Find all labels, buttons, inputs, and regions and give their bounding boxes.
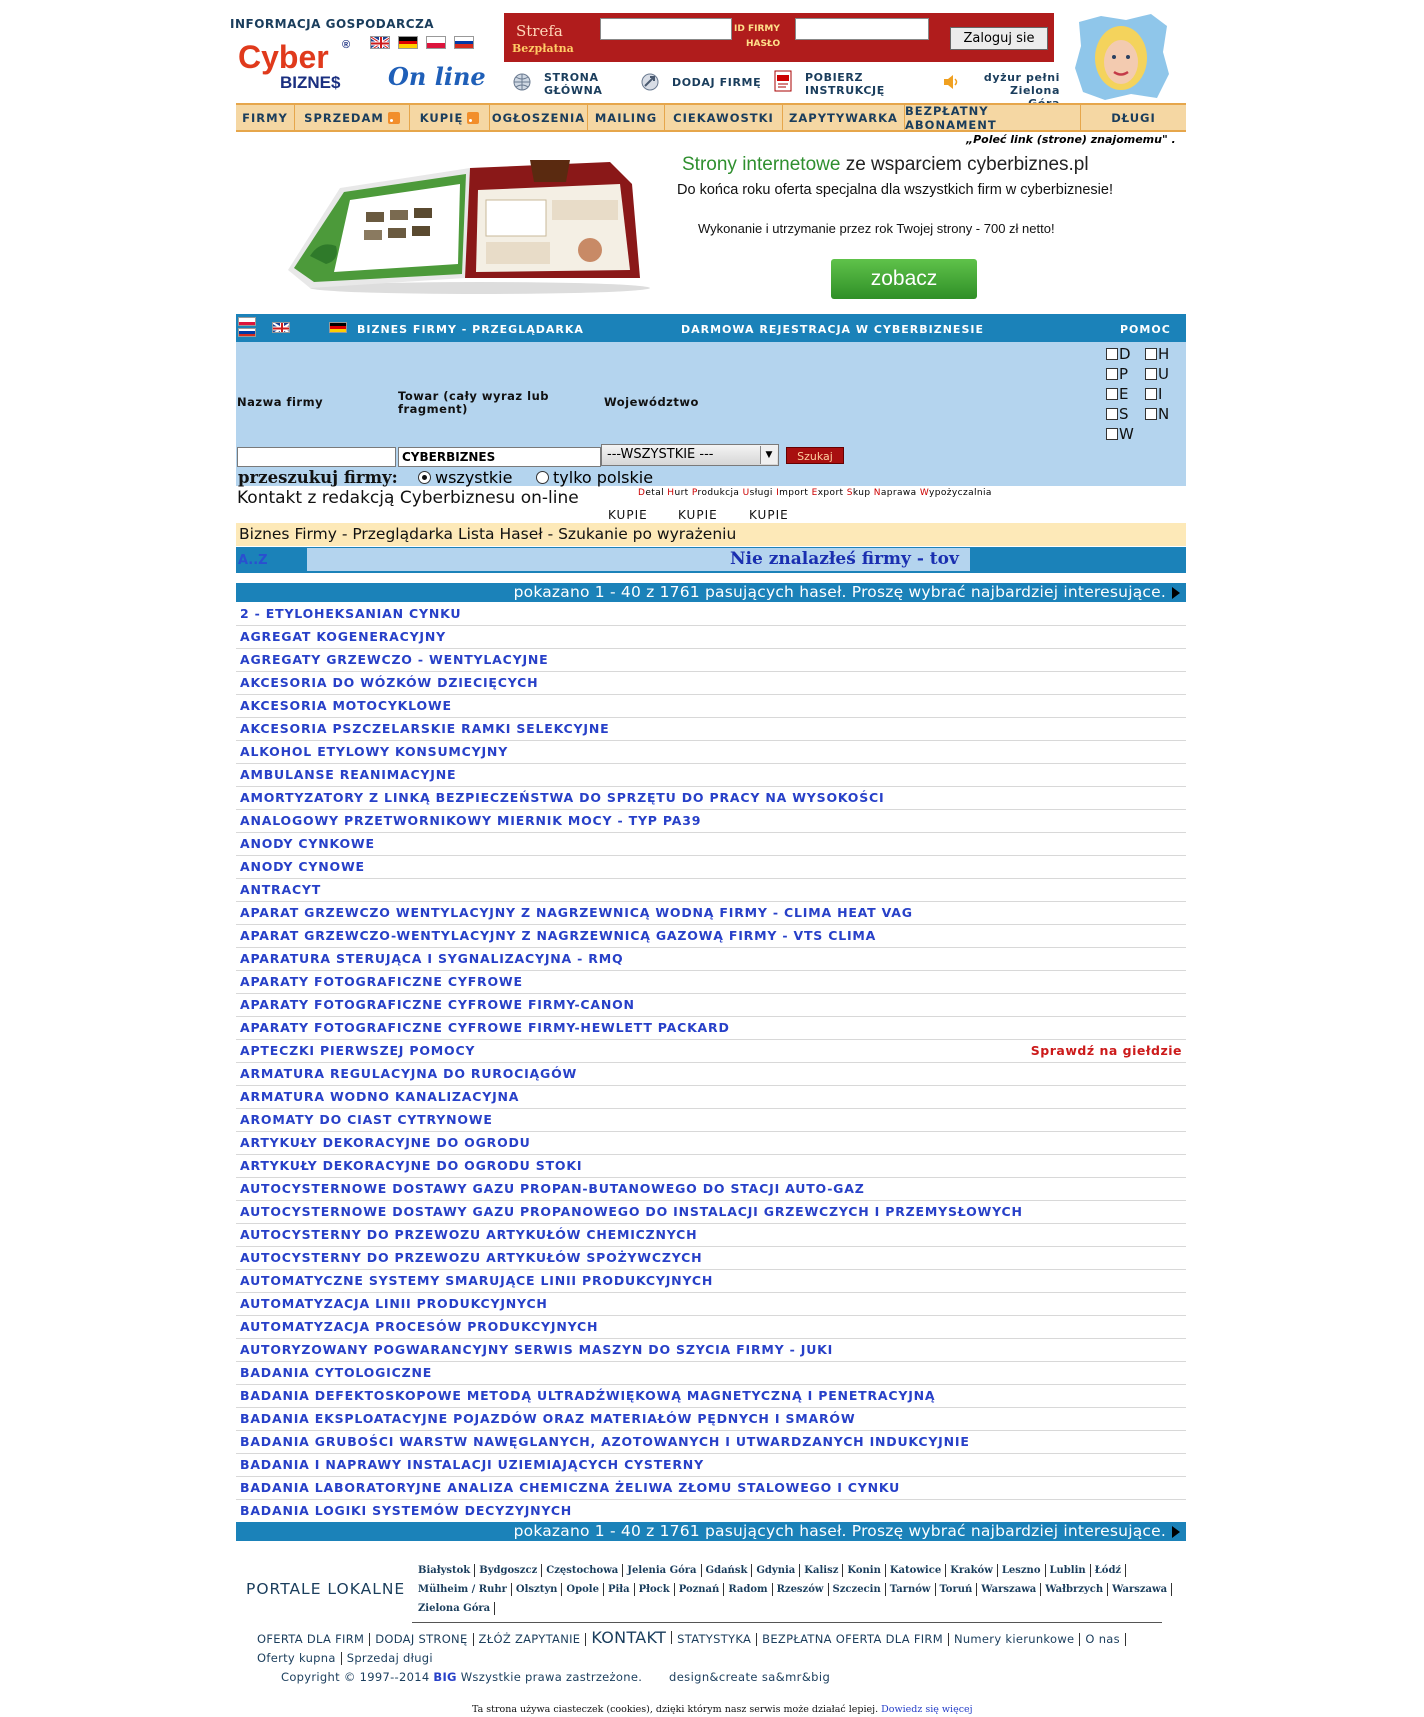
password-input[interactable] [795, 18, 929, 40]
table-row [236, 971, 1186, 994]
checkbox-n[interactable] [1145, 405, 1169, 423]
keyword-link[interactable]: APARAT GRZEWCZO WENTYLACYJNY Z NAGRZEWNICĄ WODNĄ FIRMY - CLIMA HEAT VAG [240, 905, 913, 920]
keyword-link[interactable]: 2 - ETYLOHEKSANIAN CYNKU [240, 606, 462, 621]
check-exchange-link[interactable]: Sprawdź na giełdzie [1030, 1043, 1182, 1058]
checkbox-p[interactable] [1106, 365, 1128, 383]
table-row [236, 1155, 1186, 1178]
keyword-link[interactable]: ANTRACYT [240, 882, 322, 897]
keyword-link[interactable]: APARAT GRZEWCZO-WENTYLACYJNY Z NAGRZEWNICĄ GAZOWĄ FIRMY - VTS CLIMA [240, 928, 877, 943]
city-link[interactable]: Tarnów [886, 1583, 936, 1596]
company-name-label: Nazwa firmy [237, 395, 324, 409]
type-rest: etal [645, 488, 665, 498]
keyword-link[interactable]: ARMATURA REGULACYJNA DO RUROCIĄGÓW [240, 1066, 578, 1081]
download-line1: POBIERZ [805, 71, 864, 84]
footer-link[interactable]: ZŁÓŻ ZAPYTANIE [474, 1633, 587, 1646]
checkbox-w-label: W [1119, 425, 1134, 443]
region-select[interactable]: ---WSZYSTKIE --- [601, 444, 779, 466]
checkbox-d[interactable] [1106, 345, 1131, 363]
keyword-link[interactable]: AKCESORIA DO WÓZKÓW DZIECIĘCYCH [240, 675, 539, 690]
footer-link[interactable]: OFERTA DLA FIRM [252, 1633, 370, 1646]
checkbox-box[interactable] [1106, 348, 1118, 360]
russia-flag-icon[interactable] [454, 36, 474, 49]
home-link[interactable] [544, 71, 603, 97]
product-label-line2: fragment) [398, 402, 468, 416]
table-row [236, 695, 1186, 718]
local-portals-title: PORTALE LOKALNE [246, 1580, 406, 1598]
city-link[interactable]: Białystok [414, 1564, 475, 1577]
rss-icon[interactable] [467, 112, 479, 124]
nav-ogloszenia[interactable] [490, 105, 588, 130]
results-count-bar-bottom [236, 1522, 1186, 1541]
nav-mailing[interactable] [588, 105, 665, 130]
keyword-link[interactable]: AUTORYZOWANY POGWARANCYJNY SERWIS MASZYN DO SZYCIA FIRMY - JUKI [240, 1342, 834, 1357]
table-row [236, 1224, 1186, 1247]
footer-link[interactable]: Numery kierunkowe [949, 1633, 1080, 1646]
table-row [236, 1063, 1186, 1086]
login-subtitle: Bezpłatna [512, 42, 574, 55]
help-link[interactable]: POMOC [1120, 323, 1171, 336]
checkbox-n-label: N [1158, 405, 1170, 423]
footer-link[interactable]: DODAJ STRONĘ [370, 1633, 473, 1646]
city-link[interactable]: Bydgoszcz [475, 1564, 542, 1577]
banner-title-highlight: Strony internetowe [682, 154, 841, 175]
type-initial: W [919, 488, 929, 498]
cookie-more-link[interactable]: Dowiedz się więcej [881, 1704, 973, 1715]
login-button[interactable]: Zaloguj sie [950, 27, 1048, 50]
table-row [236, 718, 1186, 741]
keyword-link[interactable]: APARATY FOTOGRAFICZNE CYFROWE FIRMY-HEWLETT PACKARD [240, 1020, 730, 1035]
table-row [236, 1270, 1186, 1293]
search-button[interactable]: Szukaj [786, 447, 844, 464]
type-initial: U [742, 488, 750, 498]
scrolling-notice[interactable] [307, 548, 970, 571]
checkbox-box[interactable] [1145, 408, 1157, 420]
table-row [236, 764, 1186, 787]
product-label-line1: Towar (cały wyraz lub [398, 389, 549, 403]
table-row [236, 902, 1186, 925]
duty-line1: dyżur pełni [983, 71, 1060, 84]
type-initial: H [667, 488, 675, 498]
poland-flag-icon[interactable] [426, 36, 446, 49]
germany-flag-icon[interactable] [329, 322, 347, 333]
banner-offer: Wykonanie i utrzymanie przez rok Twojej strony - 700 zł netto! [698, 221, 1055, 236]
keyword-link[interactable]: AKCESORIA PSZCZELARSKIE RAMKI SELEKCYJNE [240, 721, 610, 736]
keyword-link[interactable]: BADANIA EKSPLOATACYJNE POJAZDÓW ORAZ MATERIAŁÓW PĘDNYCH I SMARÓW [240, 1411, 856, 1426]
keyword-link[interactable]: ANODY CYNOWE [240, 859, 365, 874]
table-row [236, 1247, 1186, 1270]
nav-firmy-label: FIRMY [242, 110, 288, 125]
type-rest: urt [674, 488, 689, 498]
nav-bezplatny-abonament[interactable] [905, 105, 1081, 130]
poland-flag-icon[interactable] [238, 317, 256, 326]
company-id-label: ID FIRMY [734, 24, 780, 34]
table-row [236, 810, 1186, 833]
table-row [236, 741, 1186, 764]
table-row [236, 649, 1186, 672]
nav-mailing-label: MAILING [594, 110, 658, 125]
city-link[interactable]: Warszawa [977, 1583, 1041, 1596]
table-row [236, 787, 1186, 810]
table-row [236, 1362, 1186, 1385]
radio-selected[interactable] [418, 471, 431, 484]
footer-link[interactable]: BEZPŁATNA OFERTA DLA FIRM [757, 1633, 949, 1646]
table-row [236, 1132, 1186, 1155]
scope-polish-radio[interactable] [536, 468, 653, 487]
website-offer-brochure-image[interactable] [280, 160, 660, 295]
checkbox-d-label: D [1119, 345, 1131, 363]
home-link-line2: GŁÓWNA [544, 84, 603, 97]
keyword-link[interactable]: BADANIA I NAPRAWY INSTALACJI UZIEMIAJĄCYCH CYSTERNY [240, 1457, 704, 1472]
table-row [236, 1477, 1186, 1500]
city-link[interactable]: Toruń [936, 1583, 978, 1596]
footer-link[interactable]: O nas [1080, 1633, 1126, 1646]
table-row [236, 626, 1186, 649]
keyword-link[interactable]: ARTYKUŁY DEKORACYJNE DO OGRODU [240, 1135, 531, 1150]
type-initial: P [691, 488, 698, 498]
keyword-link[interactable]: AUTOCYSTERNOWE DOSTAWY GAZU PROPANOWEGO DO INSTALACJI GRZEWCZYCH I PRZEMYSŁOWYCH [240, 1204, 1023, 1219]
keyword-link[interactable]: APARATY FOTOGRAFICZNE CYFROWE FIRMY-CANON [240, 997, 635, 1012]
copyright [281, 1670, 642, 1684]
radio-unselected[interactable] [536, 471, 549, 484]
business-type-legend [638, 488, 992, 498]
city-link[interactable]: Wałbrzych [1041, 1583, 1108, 1596]
nav-kupie-label: KUPIĘ [419, 110, 464, 125]
checkbox-h[interactable] [1145, 345, 1169, 363]
uk-flag-icon[interactable] [272, 322, 290, 333]
table-row [236, 1316, 1186, 1339]
checkbox-box[interactable] [1145, 388, 1157, 400]
checkbox-u[interactable] [1145, 365, 1169, 383]
table-row [236, 856, 1186, 879]
nav-dlugi-label: DŁUGI [1111, 110, 1156, 125]
results-count-text: pokazano 1 - 40 z 1761 pasujących haseł. Proszę wybrać najbardziej interesujące. [513, 583, 1166, 601]
keyword-link[interactable]: AGREGATY GRZEWCZO - WENTYLACYJNE [240, 652, 549, 667]
copyright-post: Wszystkie prawa zastrzeżone. [460, 1670, 643, 1684]
checkbox-u-label: U [1158, 365, 1169, 383]
contact-editors-link[interactable]: Kontakt z redakcją Cyberbiznesu on-line [237, 488, 579, 508]
duty-line2: Zielona [1010, 84, 1060, 97]
pdf-icon[interactable] [774, 70, 792, 92]
product-label [398, 390, 549, 416]
nav-sprzedam-label: SPRZEDAM [304, 110, 384, 125]
table-row [236, 1293, 1186, 1316]
keyword-link[interactable]: AUTOMATYZACJA PROCESÓW PRODUKCYJNYCH [240, 1319, 599, 1334]
breadcrumb: Biznes Firmy - Przeglądarka Lista Haseł - Szukanie po wyrażeniu [236, 523, 1186, 546]
checkbox-i-label: I [1158, 385, 1163, 403]
nav-zapytywarka[interactable] [783, 105, 905, 130]
keyword-link[interactable]: APARATY FOTOGRAFICZNE CYFROWE [240, 974, 523, 989]
table-row [236, 833, 1186, 856]
city-link[interactable]: Radom [724, 1583, 772, 1596]
keyword-link[interactable]: ANALOGOWY PRZETWORNIKOWY MIERNIK MOCY - TYP PA39 [240, 813, 702, 828]
download-line2: INSTRUKCJĘ [805, 84, 885, 97]
logo-text-bottom: BIZNE$ [280, 73, 341, 92]
logo-registered-mark: ® [342, 39, 351, 51]
cookie-notice [472, 1704, 973, 1715]
nav-sprzedam[interactable] [295, 105, 410, 130]
city-link[interactable]: Płock [635, 1583, 675, 1596]
checkbox-s[interactable] [1106, 405, 1129, 423]
city-link[interactable]: Gdynia [752, 1564, 800, 1577]
keyword-link[interactable]: AGREGAT KOGENERACYJNY [240, 629, 446, 644]
city-link[interactable]: Jelenia Góra [623, 1564, 701, 1577]
nav-ogloszenia-label: OGŁOSZENIA [491, 110, 586, 125]
city-link[interactable]: Poznań [675, 1583, 725, 1596]
city-link[interactable]: Piła [604, 1583, 635, 1596]
city-link[interactable]: Leszno [998, 1564, 1046, 1577]
nav-ciekawostki-label: CIEKAWOSTKI [673, 110, 774, 125]
table-row [236, 1500, 1186, 1523]
nav-ciekawostki[interactable] [665, 105, 783, 130]
checkbox-s-label: S [1119, 405, 1129, 423]
rss-icon[interactable] [388, 112, 400, 124]
keyword-link[interactable]: AUTOCYSTERNY DO PRZEWOZU ARTYKUŁÓW CHEMICZNYCH [240, 1227, 698, 1242]
table-row [236, 672, 1186, 695]
city-link[interactable]: Lublin [1046, 1564, 1091, 1577]
region-label: Województwo [604, 395, 699, 409]
chevron-down-icon[interactable]: ▼ [760, 446, 777, 464]
table-row [236, 1178, 1186, 1201]
table-row [236, 925, 1186, 948]
keyword-link[interactable]: APTECZKI PIERWSZEJ POMOCY [240, 1043, 476, 1058]
keyword-link[interactable]: AROMATY DO CIAST CYTRYNOWE [240, 1112, 493, 1127]
type-rest: xport [817, 488, 844, 498]
footer-link[interactable]: Oferty kupna [252, 1652, 342, 1665]
type-initial: N [873, 488, 881, 498]
table-row [236, 994, 1186, 1017]
checkbox-box[interactable] [1145, 348, 1157, 360]
checkbox-box[interactable] [1106, 388, 1118, 400]
free-registration-link[interactable]: DARMOWA REJESTRACJA W CYBERBIZNESIE [681, 323, 984, 336]
results-count-bar-top [236, 583, 1186, 602]
keyword-link[interactable]: AMBULANSE REANIMACYJNE [240, 767, 457, 782]
city-link[interactable]: Warszawa [1108, 1583, 1172, 1596]
keyword-list [236, 603, 1186, 1523]
search-scope-label: przeszukuj firmy: [238, 468, 398, 487]
russia-flag-icon[interactable] [238, 328, 256, 337]
table-row [236, 1086, 1186, 1109]
nav-zapytywarka-label: ZAPYTYWARKA [789, 110, 898, 125]
table-row [236, 879, 1186, 902]
keyword-link[interactable]: BADANIA LABORATORYJNE ANALIZA CHEMICZNA ŻELIWA ZŁOMU STALOWEGO I CYNKU [240, 1480, 901, 1495]
city-link[interactable]: Rzeszów [773, 1583, 829, 1596]
recommend-link[interactable]: „Poleć link (strone) znajomemu" . [966, 133, 1176, 146]
table-row [236, 1408, 1186, 1431]
nav-dlugi[interactable] [1081, 105, 1186, 130]
table-row [236, 1201, 1186, 1224]
city-link[interactable]: Mülheim / Ruhr [414, 1583, 512, 1596]
login-title: Strefa [516, 22, 563, 40]
kupie-link[interactable]: KUPIE [749, 508, 789, 522]
password-label: HASŁO [746, 39, 781, 49]
banner-title [682, 154, 1089, 176]
keyword-link[interactable]: BADANIA DEFEKTOSKOPOWE METODĄ ULTRADŹWIĘKOWĄ MAGNETYCZNĄ I PENETRACYJNĄ [240, 1388, 936, 1403]
type-initial: I [776, 488, 780, 498]
az-index-link[interactable]: A..Z [238, 553, 268, 568]
nav-abonament-label: BEZPŁATNY ABONAMENT [905, 103, 997, 132]
checkbox-box[interactable] [1145, 368, 1157, 380]
consultant-avatar [1071, 12, 1171, 102]
city-link[interactable]: Zielona Góra [414, 1602, 495, 1615]
banner-subtitle: Do końca roku oferta specjalna dla wszystkich firm w cyberbiznesie! [677, 182, 1113, 198]
type-rest: ypożyczalnia [929, 488, 992, 498]
city-link[interactable]: Częstochowa [542, 1564, 623, 1577]
copyright-brand: BIG [433, 1670, 457, 1684]
table-row [236, 1339, 1186, 1362]
checkbox-i[interactable] [1145, 385, 1162, 403]
next-arrow-icon[interactable] [1172, 587, 1180, 599]
checkbox-box[interactable] [1106, 368, 1118, 380]
keyword-link[interactable]: AUTOMATYCZNE SYSTEMY SMARUJĄCE LINII PRODUKCYJNYCH [240, 1273, 714, 1288]
checkbox-e[interactable] [1106, 385, 1128, 403]
footer-link[interactable]: Sprzedaj długi [346, 1651, 433, 1665]
product-input[interactable]: CYBERBIZNES [398, 447, 601, 467]
speaker-icon[interactable] [942, 74, 960, 90]
kupie-link[interactable]: KUPIE [608, 508, 648, 522]
city-link[interactable]: Gdańsk [702, 1564, 753, 1577]
scrolling-notice-text: Nie znalazłeś firmy - tov [730, 549, 959, 569]
type-rest: mport [779, 488, 809, 498]
keyword-link[interactable]: AKCESORIA MOTOCYKLOWE [240, 698, 452, 713]
cyberbiznes-logo[interactable] [236, 34, 356, 94]
uk-flag-icon[interactable] [370, 36, 390, 49]
local-portals-list [414, 1561, 1188, 1618]
footer-divider [412, 1622, 1162, 1623]
next-arrow-icon[interactable] [1172, 1526, 1180, 1538]
city-link[interactable]: Konin [843, 1564, 885, 1577]
checkbox-box[interactable] [1106, 428, 1118, 440]
checkbox-e-label: E [1119, 385, 1129, 403]
scope-polish-label: tylko polskie [553, 468, 654, 487]
checkbox-p-label: P [1119, 365, 1129, 383]
city-link[interactable]: Olsztyn [512, 1583, 563, 1596]
type-rest: sługi [749, 488, 773, 498]
type-initial: S [846, 488, 853, 498]
globe-icon[interactable] [512, 72, 532, 92]
table-row [236, 603, 1186, 626]
keyword-link[interactable]: AUTOCYSTERNY DO PRZEWOZU ARTYKUŁÓW SPOŻYWCZYCH [240, 1250, 703, 1265]
table-row [236, 1454, 1186, 1477]
scope-all-label: wszystkie [435, 468, 513, 487]
company-id-input[interactable] [600, 18, 732, 40]
brand-caption: INFORMACJA GOSPODARCZA [230, 17, 435, 31]
city-link[interactable]: Katowice [886, 1564, 946, 1577]
keyword-link[interactable]: ANODY CYNKOWE [240, 836, 375, 851]
nav-firmy[interactable] [236, 105, 295, 130]
keyword-link[interactable]: BADANIA CYTOLOGICZNE [240, 1365, 433, 1380]
keyword-link[interactable]: AUTOMATYZACJA LINII PRODUKCYJNYCH [240, 1296, 548, 1311]
table-row [236, 1431, 1186, 1454]
copyright-pre: Copyright © 1997--2014 [281, 1670, 430, 1684]
keyword-link[interactable]: BADANIA GRUBOŚCI WARSTW NAWĘGLANYCH, AZOTOWANYCH I UTWARDZANYCH INDUKCYJNIE [240, 1434, 970, 1449]
type-initial: E [811, 488, 818, 498]
footer-links [252, 1630, 1192, 1668]
panel-flags-left [238, 317, 256, 337]
table-row [236, 1109, 1186, 1132]
main-nav [236, 103, 1186, 132]
nav-kupie[interactable] [410, 105, 490, 130]
add-company-link[interactable]: DODAJ FIRMĘ [672, 76, 762, 89]
type-rest: aprawa [880, 488, 917, 498]
keyword-link[interactable]: AUTOCYSTERNOWE DOSTAWY GAZU PROPAN-BUTANOWEGO DO STACJI AUTO-GAZ [240, 1181, 865, 1196]
keyword-link[interactable]: ARMATURA WODNO KANALIZACYJNA [240, 1089, 520, 1104]
download-instructions-link[interactable] [805, 71, 885, 97]
footer-link[interactable]: KONTAKT [586, 1631, 672, 1644]
cookie-text: Ta strona używa ciasteczek (cookies), dzięki którym nasz serwis może działać lepiej. [472, 1704, 879, 1715]
table-row [236, 1017, 1186, 1040]
table-row [236, 948, 1186, 971]
keyword-link[interactable]: AMORTYZATORY Z LINKĄ BEZPIECZEŃSTWA DO SPRZĘTU DO PRACY NA WYSOKOŚCI [240, 790, 885, 805]
add-company-icon[interactable] [640, 72, 660, 92]
footer-link[interactable]: STATYSTYKA [672, 1633, 757, 1646]
germany-flag-icon[interactable] [398, 36, 418, 49]
scope-all-radio[interactable] [418, 468, 512, 487]
checkbox-h-label: H [1158, 345, 1170, 363]
keyword-link[interactable]: APARATURA STERUJĄCA I SYGNALIZACYJNA - RMQ [240, 951, 624, 966]
city-link[interactable]: Opole [562, 1583, 604, 1596]
see-offer-button[interactable]: zobacz [831, 259, 977, 299]
type-initial: D [638, 488, 646, 498]
table-row [236, 1385, 1186, 1408]
checkbox-box[interactable] [1106, 408, 1118, 420]
online-tagline: On line [388, 62, 486, 91]
design-credit: design&create sa&mr&big [669, 1670, 831, 1684]
kupie-link[interactable]: KUPIE [678, 508, 718, 522]
home-link-line1: STRONA [544, 71, 599, 84]
results-count-text: pokazano 1 - 40 z 1761 pasujących haseł. Proszę wybrać najbardziej interesujące. [513, 1522, 1166, 1540]
logo-text-top: Cyber [238, 39, 329, 75]
keyword-link[interactable]: ARTYKUŁY DEKORACYJNE DO OGRODU STOKI [240, 1158, 583, 1173]
table-row [236, 1040, 1186, 1063]
language-flags [370, 36, 474, 49]
type-rest: rodukcja [697, 488, 740, 498]
company-name-input[interactable] [237, 447, 396, 467]
keyword-link[interactable]: BADANIA LOGIKI SYSTEMÓW DECYZYJNYCH [240, 1503, 573, 1518]
keyword-link[interactable]: ALKOHOL ETYLOWY KONSUMCYJNY [240, 744, 509, 759]
type-rest: kup [852, 488, 871, 498]
city-link[interactable]: Kalisz [800, 1564, 843, 1577]
banner-title-rest: ze wsparciem cyberbiznes.pl [840, 154, 1089, 175]
checkbox-w[interactable] [1106, 425, 1134, 443]
city-link[interactable]: Kraków [946, 1564, 998, 1577]
city-link[interactable]: Łódź [1091, 1564, 1126, 1577]
city-link[interactable]: Szczecin [829, 1583, 886, 1596]
browser-title[interactable]: BIZNES FIRMY - PRZEGLĄDARKA [357, 323, 584, 336]
